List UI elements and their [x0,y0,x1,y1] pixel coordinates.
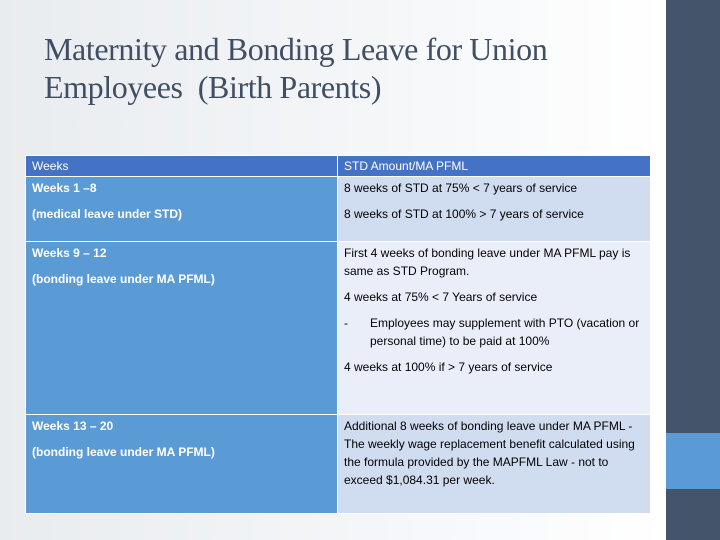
weeks-note: (bonding leave under MA PFML) [32,445,215,459]
amount-line: 4 weeks at 100% if > 7 years of service [344,360,553,374]
amount-line: 8 weeks of STD at 75% < 7 years of service [344,181,578,195]
amount-line: First 4 weeks of bonding leave under MA PFML pay is same as STD Program. [344,246,631,278]
weeks-label: Weeks 13 – 20 [32,419,114,433]
leave-table [25,155,651,514]
amount-cell [338,242,651,415]
weeks-note: (bonding leave under MA PFML) [32,272,215,286]
weeks-label: Weeks 9 – 12 [32,246,107,260]
amount-line: 8 weeks of STD at 100% > 7 years of service [344,207,584,221]
weeks-cell [26,242,338,415]
weeks-note: (medical leave under STD) [32,207,183,221]
table-row [26,242,651,415]
bullet-item [344,314,644,350]
slide-title-line-1: Maternity and Bonding Leave for Union [44,31,548,67]
bullet-dash: - [344,316,348,330]
weeks-cell [26,415,338,514]
table-header-row [26,156,651,177]
weeks-cell [26,177,338,242]
slide-title [44,30,654,106]
amount-line: 4 weeks at 75% < 7 Years of service [344,290,538,304]
header-weeks: Weeks [26,156,338,177]
bullet-text: Employees may supplement with PTO (vacation or personal time) to be paid at 100% [370,316,640,348]
amount-line: Additional 8 weeks of bonding leave under MA PFML - The weekly wage replacement benefit calculated using the formula provided by the MAPFML Law - not to exceed $1,084.31 per week. [344,419,635,487]
side-accent [666,433,720,489]
weeks-label: Weeks 1 –8 [32,181,97,195]
table-row [26,177,651,242]
amount-cell [338,415,651,514]
table-row [26,415,651,514]
slide-title-line-2: Employees (Birth Parents) [44,69,382,105]
amount-cell [338,177,651,242]
header-std-amount: STD Amount/MA PFML [338,156,651,177]
